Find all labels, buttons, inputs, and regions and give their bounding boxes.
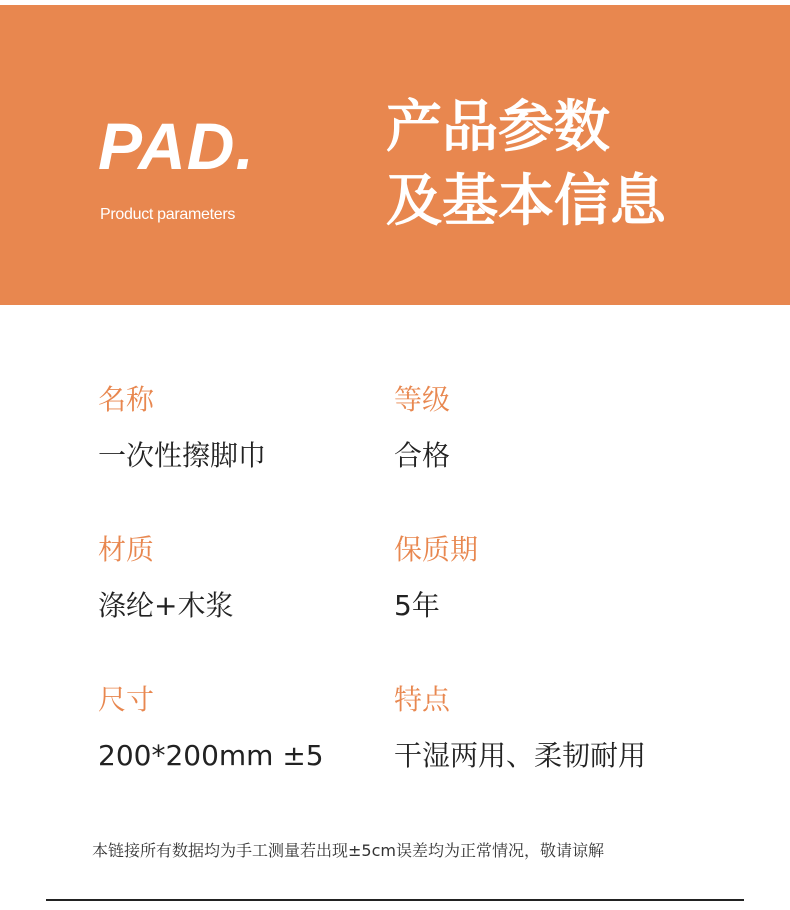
param-value-shelf-life: 5年 <box>394 589 440 622</box>
param-label-size: 尺寸 <box>98 683 155 716</box>
param-value-name: 一次性擦脚巾 <box>98 439 267 472</box>
param-label-features: 特点 <box>394 683 451 716</box>
param-label-name: 名称 <box>98 383 155 416</box>
header-banner <box>0 5 790 305</box>
param-value-features: 干湿两用、柔韧耐用 <box>394 739 647 772</box>
param-value-material: 涤纶+木浆 <box>98 589 234 622</box>
measurement-disclaimer: 本链接所有数据均为手工测量若出现±5cm误差均为正常情况，敬请谅解 <box>92 841 604 860</box>
param-value-grade: 合格 <box>394 439 451 472</box>
bottom-divider <box>46 899 744 901</box>
brand-subtitle: Product parameters <box>100 206 236 223</box>
page-title-line-2: 及基本信息 <box>386 169 666 234</box>
param-label-shelf-life: 保质期 <box>394 533 479 566</box>
param-value-size: 200*200mm ±5 <box>98 739 324 772</box>
param-label-grade: 等级 <box>394 383 451 416</box>
brand-logo: PAD. <box>98 109 255 183</box>
param-label-material: 材质 <box>98 533 155 566</box>
page-title-line-1: 产品参数 <box>386 95 610 160</box>
page-title <box>386 91 666 239</box>
